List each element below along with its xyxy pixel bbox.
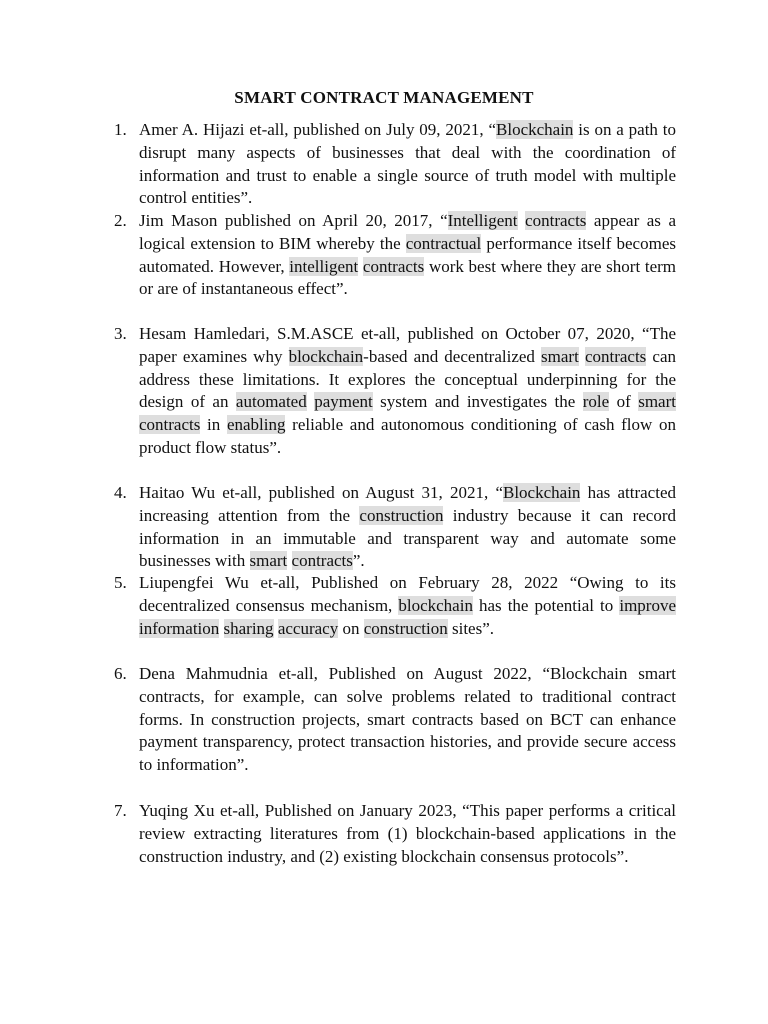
- list-item: [116, 800, 676, 868]
- text-run: ”.: [352, 551, 365, 571]
- list-item: [116, 572, 676, 640]
- text-run: Amer A. Hijazi et-all, published on July 09, 2021, “: [139, 120, 497, 139]
- text-run: is on a path to disrupt many aspects of businesses that deal with the coordination of information and trust to enable a single source of truth model with multiple control entities”.: [139, 120, 676, 208]
- list-item: [116, 323, 676, 460]
- item-number: 1.: [114, 120, 127, 139]
- highlighted-term: intelligent: [289, 256, 359, 276]
- text-run: system and investigates the: [372, 392, 583, 412]
- text-run: has the potential to: [472, 595, 620, 615]
- item-text: [139, 210, 676, 301]
- item-text: [139, 800, 676, 868]
- item-text: [139, 482, 676, 573]
- text-run: on: [338, 618, 364, 638]
- text-run: Liupengfei Wu et-all, Published on February 28, 2022 “Owing to its decentralized consensus mechanism,: [139, 573, 676, 615]
- highlighted-term: Blockchain: [496, 120, 574, 139]
- highlighted-term: Blockchain: [503, 483, 581, 502]
- highlighted-term: sharing: [223, 618, 274, 638]
- highlighted-term: accuracy: [277, 618, 339, 638]
- highlighted-term: construction: [359, 505, 444, 525]
- highlighted-term: smart: [638, 392, 676, 412]
- item-text: [139, 323, 676, 460]
- document-title: SMART CONTRACT MANAGEMENT: [234, 88, 534, 107]
- highlighted-term: blockchain: [288, 346, 364, 366]
- text-run: performance itself becomes automated. However,: [139, 233, 676, 276]
- highlighted-term: contracts: [584, 346, 647, 366]
- highlighted-term: contracts: [362, 256, 425, 276]
- text-run: [518, 211, 526, 230]
- text-run: can address these limitations. It explores the conceptual underpinning for the design of an: [139, 346, 677, 412]
- text-run: work best where they are short term or are of instantaneous effect”.: [139, 256, 677, 299]
- text-run: reliable and autonomous conditioning of cash flow on product flow status”.: [139, 415, 676, 457]
- list-item: [116, 119, 676, 210]
- text-run: Jim Mason published on April 20, 2017, “: [139, 211, 448, 230]
- highlighted-term: contractual: [405, 233, 482, 253]
- highlighted-term: contracts: [139, 415, 201, 435]
- highlighted-term: contracts: [525, 211, 587, 230]
- highlighted-term: role: [582, 392, 610, 412]
- list-item: [116, 210, 676, 301]
- item-text: [139, 663, 676, 777]
- text-run: sites”.: [447, 618, 495, 638]
- list-item: [116, 663, 676, 777]
- highlighted-term: Intelligent: [447, 211, 518, 230]
- text-run: appear as a logical extension to BIM whereby the: [139, 211, 676, 253]
- text-run: -based and decentralized: [363, 346, 542, 366]
- text-run: [287, 551, 291, 570]
- highlighted-term: improve: [619, 595, 676, 615]
- item-number: 7.: [114, 801, 127, 820]
- item-number: 6.: [114, 664, 127, 683]
- highlighted-term: automated: [235, 392, 307, 412]
- item-number: 5.: [114, 573, 127, 592]
- text-run: has attracted increasing attention from the: [139, 483, 676, 525]
- highlighted-term: construction: [363, 618, 448, 638]
- highlighted-term: enabling: [226, 415, 286, 435]
- item-text: [139, 119, 676, 210]
- text-run: Dena Mahmudnia et-all, Published on August 2022, “Blockchain smart contracts, for example, can solve problems related to traditional contract forms. In construction projects, smart contracts based on BCT can enhance payment transparency, protect transaction histories, and provide secure access to information”.: [139, 664, 676, 775]
- highlighted-term: blockchain: [398, 595, 473, 615]
- text-run: industry because it can record information in an immutable and transparent way and automate some businesses with: [139, 505, 676, 571]
- highlighted-term: smart: [249, 551, 288, 571]
- item-text: [139, 572, 676, 640]
- item-number: 4.: [114, 483, 127, 502]
- text-run: Haitao Wu et-all, published on August 31, 2021, “: [139, 483, 503, 502]
- text-run: [219, 619, 223, 638]
- highlighted-term: information: [139, 618, 220, 638]
- item-number: 3.: [114, 324, 127, 343]
- list-item: [116, 482, 676, 573]
- highlighted-term: payment: [314, 392, 373, 412]
- text-run: in: [200, 415, 227, 435]
- highlighted-term: smart: [541, 346, 579, 366]
- text-run: Hesam Hamledari, S.M.ASCE et-all, published on October 07, 2020, “The paper examines why: [139, 324, 676, 366]
- text-run: Yuqing Xu et-all, Published on January 2023, “This paper performs a critical review extracting literatures from (1) blockchain-based applications in the construction industry, and (2) existing blockchain consensus protocols”.: [139, 801, 676, 866]
- item-number: 2.: [114, 211, 127, 230]
- highlighted-term: contracts: [291, 551, 353, 571]
- text-run: of: [609, 392, 639, 412]
